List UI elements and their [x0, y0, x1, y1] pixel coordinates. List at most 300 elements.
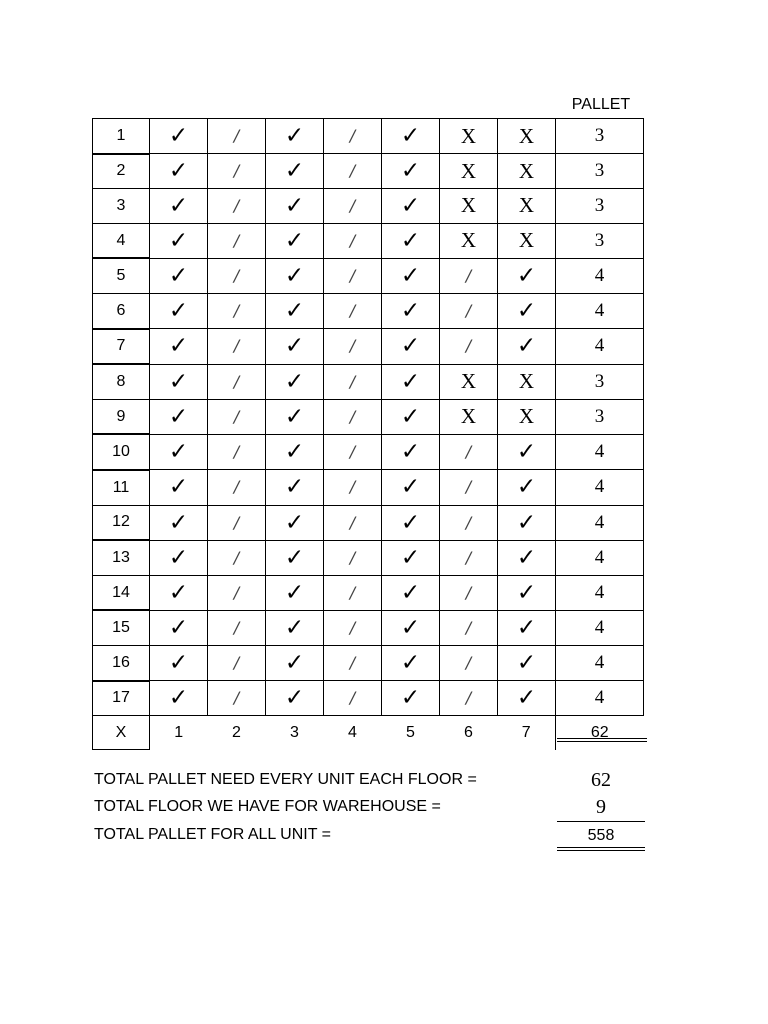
- grid-cell: [498, 681, 556, 716]
- grid-cell: [440, 364, 498, 399]
- column-index: 1: [174, 723, 184, 741]
- pallet-count: 4: [556, 258, 644, 293]
- row-number: 9: [93, 399, 150, 434]
- slash-mark: /: [349, 161, 356, 181]
- check-mark-icon: ✓: [284, 685, 305, 712]
- grid-cell: [498, 434, 556, 470]
- grid-cell: [382, 258, 440, 293]
- check-mark-icon: ✓: [516, 544, 537, 571]
- check-mark-icon: ✓: [168, 614, 189, 641]
- check-mark-icon: ✓: [400, 649, 421, 676]
- slash-mark: /: [233, 442, 240, 462]
- x-mark-icon: X: [460, 404, 477, 429]
- check-mark-icon: ✓: [168, 368, 189, 395]
- pallet-total: 62: [556, 716, 644, 750]
- check-mark-icon: ✓: [284, 158, 305, 185]
- check-mark-icon: ✓: [516, 262, 537, 289]
- grid-cell: [208, 154, 266, 189]
- grid-cell: [150, 681, 208, 716]
- column-index: 3: [290, 723, 299, 741]
- grid-cell: [324, 470, 382, 505]
- grid-row: [93, 540, 644, 575]
- grid-cell: [324, 434, 382, 470]
- grid-cell: [498, 154, 556, 189]
- grid-cell: [382, 223, 440, 258]
- slash-mark: /: [465, 688, 472, 708]
- grid-cell: [440, 470, 498, 505]
- grid-cell: [324, 293, 382, 328]
- check-mark-icon: ✓: [400, 579, 421, 606]
- pallet-count: 4: [556, 540, 644, 575]
- row-number: 15: [93, 610, 150, 645]
- grid-cell: [266, 223, 324, 258]
- row-number: 12: [93, 505, 150, 540]
- row-number: 14: [93, 575, 150, 610]
- check-mark-icon: ✓: [516, 439, 537, 466]
- column-index: 4: [348, 723, 357, 741]
- grid-cell: [208, 258, 266, 293]
- x-mark-icon: X: [460, 123, 477, 148]
- check-mark-icon: ✓: [400, 509, 421, 536]
- row-number: 13: [93, 540, 150, 575]
- row-number: 2: [93, 154, 150, 189]
- grid-cell: [266, 505, 324, 540]
- check-mark-icon: ✓: [400, 227, 421, 254]
- x-mark-icon: X: [460, 158, 477, 183]
- x-mark-icon: X: [518, 158, 535, 183]
- slash-mark: /: [349, 371, 356, 391]
- grid-cell: [324, 645, 382, 680]
- slash-mark: /: [349, 547, 356, 567]
- grid-cell: [498, 329, 556, 365]
- x-mark-icon: X: [518, 369, 535, 394]
- check-mark-icon: ✓: [400, 403, 421, 430]
- grid-body: [93, 119, 644, 750]
- grid-cell: [208, 610, 266, 645]
- check-mark-icon: ✓: [168, 403, 189, 430]
- slash-mark: /: [349, 265, 356, 285]
- check-mark-icon: ✓: [168, 649, 189, 676]
- check-mark-icon: ✓: [400, 439, 421, 466]
- check-mark-icon: ✓: [168, 262, 189, 289]
- grid-cell: [498, 645, 556, 680]
- column-index: 6: [464, 723, 473, 741]
- check-mark-icon: ✓: [284, 544, 305, 571]
- grid-cell: [324, 119, 382, 154]
- grid-cell: [208, 223, 266, 258]
- check-mark-icon: ✓: [168, 685, 189, 712]
- grid-cell: [440, 645, 498, 680]
- summary-label-total-pallets: TOTAL PALLET FOR ALL UNIT =: [94, 826, 331, 843]
- grid-row: [93, 434, 644, 470]
- check-mark-icon: ✓: [284, 333, 305, 360]
- pallet-count: 4: [556, 645, 644, 680]
- check-mark-icon: ✓: [168, 298, 189, 325]
- pallet-total-double-underline: [557, 738, 647, 742]
- check-mark-icon: ✓: [400, 123, 421, 150]
- check-mark-icon: ✓: [516, 649, 537, 676]
- slash-mark: /: [233, 230, 240, 250]
- grid-cell: [208, 505, 266, 540]
- grid-cell: [440, 575, 498, 610]
- grid-row: [93, 470, 644, 505]
- x-mark-icon: X: [460, 369, 477, 394]
- slash-mark: /: [465, 265, 472, 285]
- pallet-count: 4: [556, 434, 644, 470]
- pallet-count: 3: [556, 189, 644, 224]
- grid-cell: [208, 575, 266, 610]
- check-mark-icon: ✓: [168, 192, 189, 219]
- check-mark-icon: ✓: [168, 439, 189, 466]
- check-mark-icon: ✓: [400, 158, 421, 185]
- grid-row: [93, 258, 644, 293]
- grid-cell: [440, 505, 498, 540]
- grid-cell: [440, 329, 498, 365]
- grid-cell: [440, 189, 498, 224]
- check-mark-icon: ✓: [400, 192, 421, 219]
- grid-cell: [266, 154, 324, 189]
- grid-cell: [324, 329, 382, 365]
- grid-cell: [382, 681, 440, 716]
- check-mark-icon: ✓: [400, 544, 421, 571]
- pallet-count: 4: [556, 505, 644, 540]
- check-mark-icon: ✓: [516, 333, 537, 360]
- slash-mark: /: [349, 195, 356, 215]
- grid-cell: [266, 364, 324, 399]
- check-mark-icon: ✓: [284, 262, 305, 289]
- grid-row: [93, 364, 644, 399]
- grid-cell: [150, 258, 208, 293]
- grid-cell: [382, 434, 440, 470]
- slash-mark: /: [233, 477, 240, 497]
- check-mark-icon: ✓: [516, 614, 537, 641]
- grid-cell: [208, 399, 266, 434]
- grid-row: [93, 575, 644, 610]
- grid-cell: [498, 470, 556, 505]
- check-mark-icon: ✓: [516, 685, 537, 712]
- slash-mark: /: [465, 652, 472, 672]
- grid-cell: [266, 329, 324, 365]
- row-number: 11: [93, 470, 150, 505]
- check-mark-icon: ✓: [168, 474, 189, 501]
- slash-mark: /: [233, 371, 240, 391]
- slash-mark: /: [465, 477, 472, 497]
- grid-cell: [150, 119, 208, 154]
- slash-mark: /: [349, 617, 356, 637]
- summary-value-floor-count: 9: [596, 796, 606, 818]
- slash-mark: /: [349, 126, 356, 146]
- grid-row: [93, 645, 644, 680]
- x-mark-icon: X: [460, 228, 477, 253]
- grid-cell: [266, 258, 324, 293]
- check-mark-icon: ✓: [284, 439, 305, 466]
- grid-cell: [266, 399, 324, 434]
- slash-mark: /: [349, 688, 356, 708]
- column-index: 2: [232, 723, 241, 741]
- grid-cell: [266, 645, 324, 680]
- slash-mark: /: [233, 336, 240, 356]
- check-mark-icon: ✓: [284, 509, 305, 536]
- grid-cell: [324, 540, 382, 575]
- column-index-label: X: [93, 716, 150, 750]
- grid-cell: [324, 505, 382, 540]
- grid-cell: [150, 329, 208, 365]
- check-mark-icon: ✓: [400, 685, 421, 712]
- grid-cell: [382, 329, 440, 365]
- row-number: 3: [93, 189, 150, 224]
- summary-value-pallet-per-floor: 62: [591, 769, 611, 791]
- grid-cell: [324, 258, 382, 293]
- grid-row: [93, 610, 644, 645]
- slash-mark: /: [233, 161, 240, 181]
- check-mark-icon: ✓: [516, 579, 537, 606]
- row-number: 8: [93, 364, 150, 399]
- grid-row: [93, 293, 644, 328]
- grid-row: [93, 399, 644, 434]
- check-mark-icon: ✓: [284, 614, 305, 641]
- summary-label-pallet-per-floor: TOTAL PALLET NEED EVERY UNIT EACH FLOOR =: [94, 771, 477, 788]
- slash-mark: /: [465, 547, 472, 567]
- row-number: 5: [93, 258, 150, 293]
- check-mark-icon: ✓: [284, 403, 305, 430]
- check-mark-icon: ✓: [168, 544, 189, 571]
- slash-mark: /: [349, 442, 356, 462]
- check-mark-icon: ✓: [284, 579, 305, 606]
- grid-cell: [150, 223, 208, 258]
- grid-cell: [266, 470, 324, 505]
- grid-cell: [498, 364, 556, 399]
- grid-cell: [382, 399, 440, 434]
- summary-label-floor-count: TOTAL FLOOR WE HAVE FOR WAREHOUSE =: [94, 798, 441, 815]
- grid-cell: [498, 505, 556, 540]
- grid-cell: [440, 399, 498, 434]
- slash-mark: /: [233, 652, 240, 672]
- pallet-count: 3: [556, 119, 644, 154]
- grid-cell: [498, 610, 556, 645]
- slash-mark: /: [465, 582, 472, 602]
- slash-mark: /: [233, 547, 240, 567]
- slash-mark: /: [233, 617, 240, 637]
- grid-cell: [382, 470, 440, 505]
- row-number: 17: [93, 681, 150, 716]
- grid-cell: [324, 399, 382, 434]
- grid-cell: [150, 645, 208, 680]
- check-mark-icon: ✓: [516, 509, 537, 536]
- pallet-count: 4: [556, 575, 644, 610]
- grid-cell: [150, 189, 208, 224]
- grid-row: [93, 681, 644, 716]
- grid-cell: [266, 119, 324, 154]
- check-mark-icon: ✓: [400, 474, 421, 501]
- pallet-count: 3: [556, 399, 644, 434]
- grid-cell: [324, 681, 382, 716]
- slash-mark: /: [349, 406, 356, 426]
- check-mark-icon: ✓: [284, 298, 305, 325]
- grid-cell: [324, 189, 382, 224]
- check-mark-icon: ✓: [168, 158, 189, 185]
- slash-mark: /: [349, 652, 356, 672]
- grid-cell: [208, 293, 266, 328]
- pallet-count: 3: [556, 154, 644, 189]
- grid-cell: [440, 154, 498, 189]
- summary-value-total-pallets: 558: [587, 827, 615, 844]
- grid-cell: [324, 575, 382, 610]
- grid-cell: [150, 293, 208, 328]
- row-number: 7: [93, 329, 150, 365]
- grid-cell: [208, 329, 266, 365]
- pallet-count: 3: [556, 223, 644, 258]
- grid-cell: [498, 119, 556, 154]
- grid-cell: [324, 223, 382, 258]
- check-mark-icon: ✓: [400, 614, 421, 641]
- slash-mark: /: [465, 512, 472, 532]
- grid-cell: [208, 681, 266, 716]
- x-mark-icon: X: [518, 193, 535, 218]
- grid-row: [93, 223, 644, 258]
- column-index-row: [93, 716, 644, 750]
- grid-cell: [382, 364, 440, 399]
- grid-cell: [266, 540, 324, 575]
- column-index: 5: [406, 723, 415, 741]
- grid-cell: [208, 645, 266, 680]
- grid-cell: [150, 505, 208, 540]
- row-number: 1: [93, 119, 150, 154]
- slash-mark: /: [465, 336, 472, 356]
- grid-cell: [440, 293, 498, 328]
- slash-mark: /: [349, 512, 356, 532]
- x-mark-icon: X: [460, 193, 477, 218]
- grid-cell: [498, 540, 556, 575]
- grid-cell: [498, 575, 556, 610]
- pallet-count: 4: [556, 681, 644, 716]
- pallet-count: 4: [556, 329, 644, 365]
- check-mark-icon: ✓: [168, 509, 189, 536]
- grid-cell: [208, 470, 266, 505]
- pallet-count: 4: [556, 470, 644, 505]
- slash-mark: /: [349, 477, 356, 497]
- pallet-count: 4: [556, 293, 644, 328]
- grid-cell: [150, 610, 208, 645]
- check-mark-icon: ✓: [168, 579, 189, 606]
- grid-cell: [208, 434, 266, 470]
- row-number: 16: [93, 645, 150, 680]
- grid-cell: [440, 540, 498, 575]
- slash-mark: /: [233, 126, 240, 146]
- grid-cell: [150, 575, 208, 610]
- grid-cell: [324, 610, 382, 645]
- check-mark-icon: ✓: [168, 227, 189, 254]
- grid-cell: [208, 540, 266, 575]
- slash-mark: /: [233, 582, 240, 602]
- check-mark-icon: ✓: [516, 298, 537, 325]
- grid-cell: [150, 470, 208, 505]
- x-mark-icon: X: [518, 404, 535, 429]
- column-index: 7: [521, 723, 531, 741]
- grid-cell: [150, 399, 208, 434]
- grid-cell: [440, 119, 498, 154]
- grid-cell: [266, 610, 324, 645]
- grid-cell: [382, 293, 440, 328]
- row-number: 6: [93, 293, 150, 328]
- grid-cell: [382, 505, 440, 540]
- slash-mark: /: [233, 265, 240, 285]
- grid-cell: [382, 645, 440, 680]
- check-mark-icon: ✓: [168, 333, 189, 360]
- slash-mark: /: [233, 301, 240, 321]
- check-mark-icon: ✓: [284, 649, 305, 676]
- grid-cell: [440, 681, 498, 716]
- slash-mark: /: [349, 301, 356, 321]
- row-number: 4: [93, 223, 150, 258]
- grid-cell: [266, 293, 324, 328]
- grid-row: [93, 329, 644, 365]
- grid-cell: [498, 189, 556, 224]
- row-number: 10: [93, 434, 150, 470]
- check-mark-icon: ✓: [284, 368, 305, 395]
- grid-row: [93, 119, 644, 154]
- check-mark-icon: ✓: [284, 227, 305, 254]
- check-mark-icon: ✓: [284, 123, 305, 150]
- check-mark-icon: ✓: [284, 192, 305, 219]
- check-mark-icon: ✓: [284, 474, 305, 501]
- grid-cell: [266, 434, 324, 470]
- grid-row: [93, 154, 644, 189]
- slash-mark: /: [349, 230, 356, 250]
- grid-cell: [208, 119, 266, 154]
- x-mark-icon: X: [518, 228, 535, 253]
- grid-cell: [382, 154, 440, 189]
- check-mark-icon: ✓: [400, 368, 421, 395]
- pallet-count: 4: [556, 610, 644, 645]
- slash-mark: /: [233, 512, 240, 532]
- grid-cell: [382, 189, 440, 224]
- grid-cell: [266, 681, 324, 716]
- grid-cell: [440, 223, 498, 258]
- grid-cell: [150, 154, 208, 189]
- grid-cell: [382, 540, 440, 575]
- grid-cell: [150, 434, 208, 470]
- grid-cell: [208, 364, 266, 399]
- grid-cell: [498, 293, 556, 328]
- grid-cell: [440, 610, 498, 645]
- pallet-column-header: PALLET: [571, 96, 631, 113]
- slash-mark: /: [349, 582, 356, 602]
- slash-mark: /: [465, 442, 472, 462]
- grid-cell: [498, 258, 556, 293]
- grid-cell: [324, 364, 382, 399]
- grid-cell: [382, 119, 440, 154]
- slash-mark: /: [349, 336, 356, 356]
- grid-cell: [440, 258, 498, 293]
- grid-cell: [208, 189, 266, 224]
- slash-mark: /: [465, 617, 472, 637]
- check-mark-icon: ✓: [400, 333, 421, 360]
- check-mark-icon: ✓: [516, 474, 537, 501]
- grid-cell: [266, 575, 324, 610]
- check-mark-icon: ✓: [168, 123, 189, 150]
- slash-mark: /: [233, 688, 240, 708]
- grid-row: [93, 189, 644, 224]
- grid-cell: [440, 434, 498, 470]
- pallet-count: 3: [556, 364, 644, 399]
- slash-mark: /: [233, 406, 240, 426]
- grid-cell: [324, 154, 382, 189]
- check-mark-icon: ✓: [400, 298, 421, 325]
- x-mark-icon: X: [518, 123, 535, 148]
- grid-cell: [382, 575, 440, 610]
- grid-cell: [498, 223, 556, 258]
- grid-cell: [150, 364, 208, 399]
